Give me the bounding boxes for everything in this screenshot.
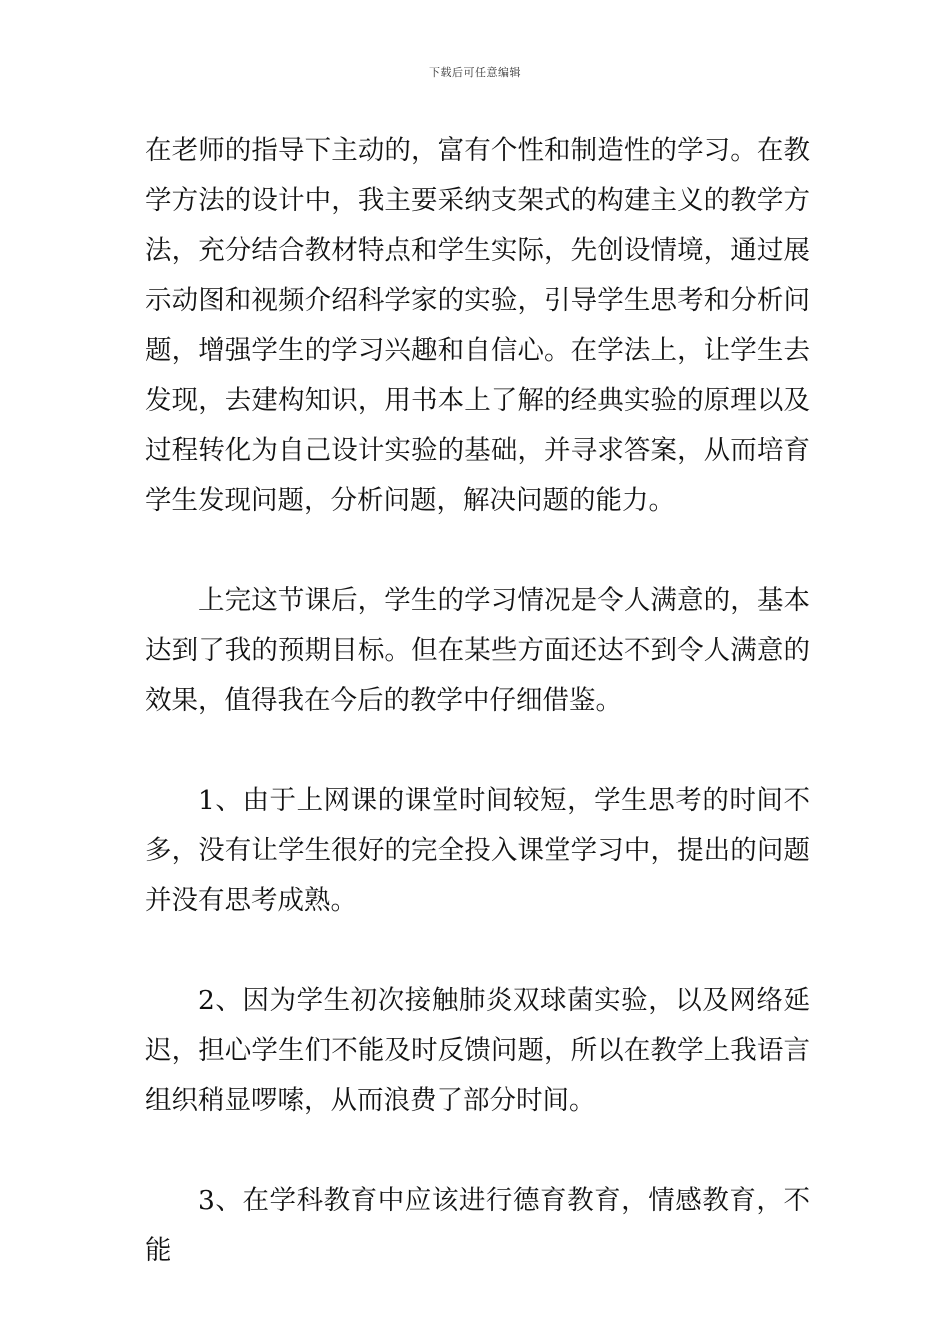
header-note: 下载后可任意编辑: [429, 66, 521, 79]
paragraph-summary: 上完这节课后，学生的学习情况是令人满意的，基本达到了我的预期目标。但在某些方面还达不到令人满意的效果，值得我在今后的教学中仔细借鉴。: [145, 585, 810, 716]
paragraph-point-2: 2、因为学生初次接触肺炎双球菌实验，以及网络延迟，担心学生们不能及时反馈问题，所以在教学上我语言组织稍显啰嗦，从而浪费了部分时间。: [145, 985, 810, 1116]
paragraph-point-3: 3、在学科教育中应该进行德育教育，情感教育，不能: [145, 1185, 810, 1266]
paragraph-continuation: 在老师的指导下主动的，富有个性和制造性的学习。在教学方法的设计中，我主要采纳支架式的构建主义的教学方法，充分结合教材特点和学生实际，先创设情境，通过展示动图和视频介绍科学家的实验，引导学生思考和分析问题，增强学生的学习兴趣和自信心。在学法上，让学生去发现，去建构知识，用书本上了解的经典实验的原理以及过程转化为自己设计实验的基础，并寻求答案，从而培育学生发现问题，分析问题，解决问题的能力。: [145, 135, 810, 516]
document-body: [145, 126, 810, 1276]
paragraph-point-1: 1、由于上网课的课堂时间较短，学生思考的时间不多，没有让学生很好的完全投入课堂学习中，提出的问题并没有思考成熟。: [145, 785, 810, 916]
